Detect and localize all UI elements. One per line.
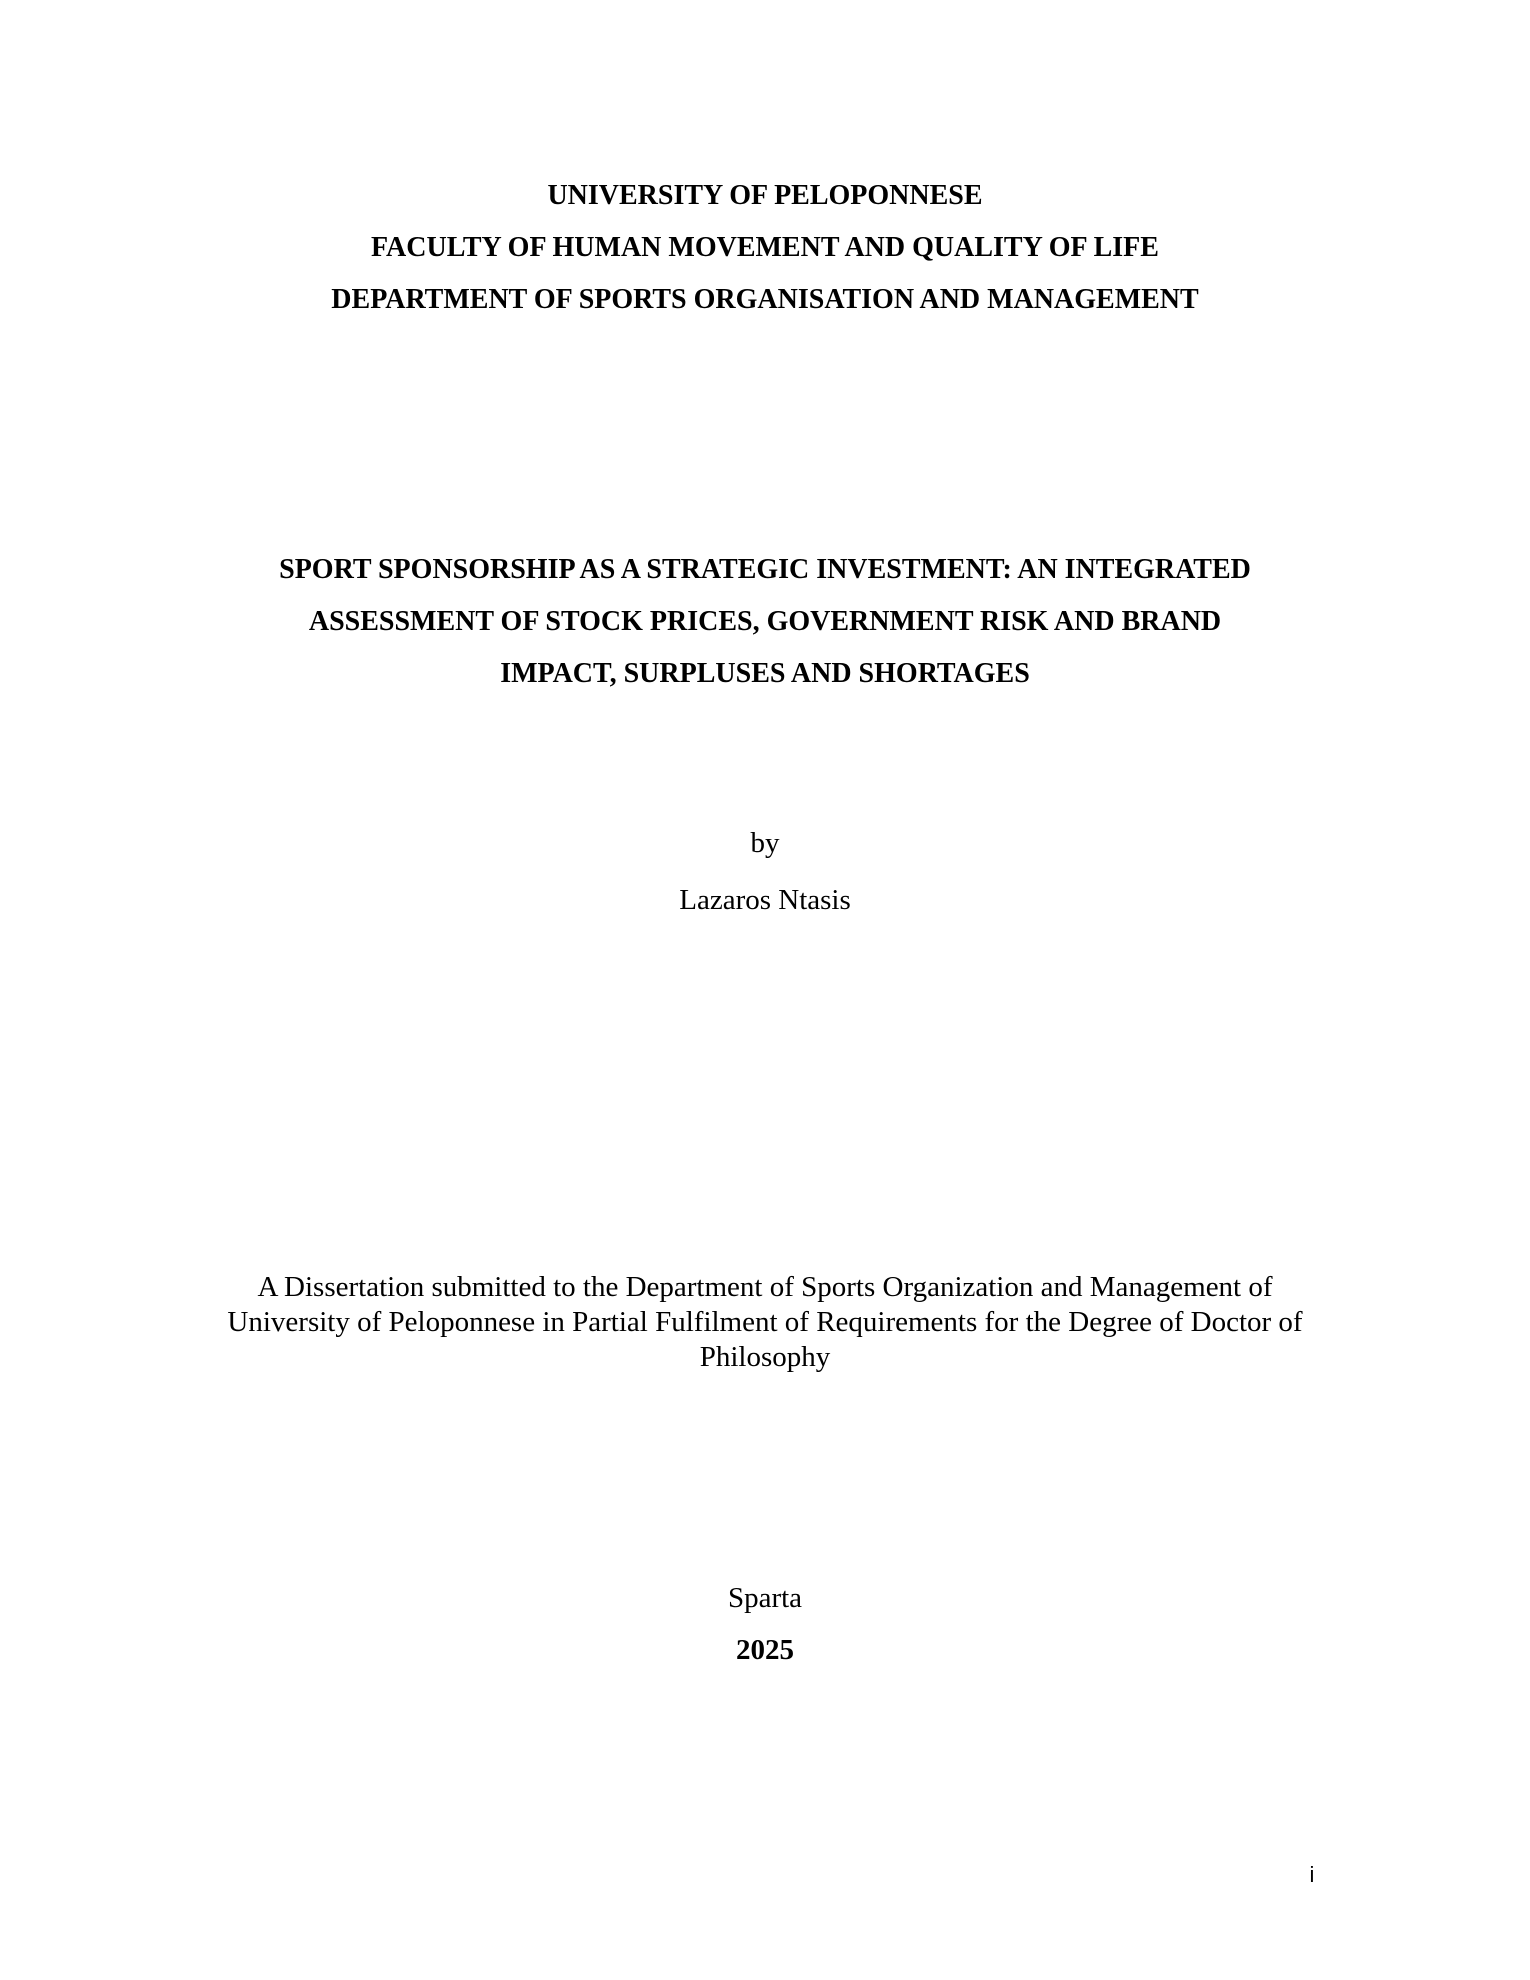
title-line: ASSESSMENT OF STOCK PRICES, GOVERNMENT RISK AND BRAND [308, 606, 1222, 637]
place-and-year [0, 1581, 1530, 1667]
year: 2025 [736, 1634, 794, 1666]
institution-header [0, 170, 1530, 326]
page-number: i [1309, 1862, 1315, 1887]
author-block [0, 826, 1530, 917]
title-line: IMPACT, SURPLUSES AND SHORTAGES [500, 658, 1030, 689]
submission-statement [205, 1270, 1325, 1375]
department-name: DEPARTMENT OF SPORTS ORGANISATION AND MANAGEMENT [331, 284, 1199, 315]
submission-text: A Dissertation submitted to the Department of Sports Organization and Management of University of Peloponnese in Partial Fulfilment of Requirements for the Degree of Doctor of Philosophy [227, 1271, 1303, 1373]
by-label: by [750, 827, 780, 859]
university-name: UNIVERSITY OF PELOPONNESE [547, 180, 983, 211]
faculty-name: FACULTY OF HUMAN MOVEMENT AND QUALITY OF LIFE [371, 232, 1159, 263]
title-line: SPORT SPONSORSHIP AS A STRATEGIC INVESTMENT: AN INTEGRATED [279, 554, 1251, 585]
place: Sparta [727, 1582, 803, 1614]
author-name: Lazaros Ntasis [679, 884, 851, 916]
dissertation-title [0, 544, 1530, 700]
